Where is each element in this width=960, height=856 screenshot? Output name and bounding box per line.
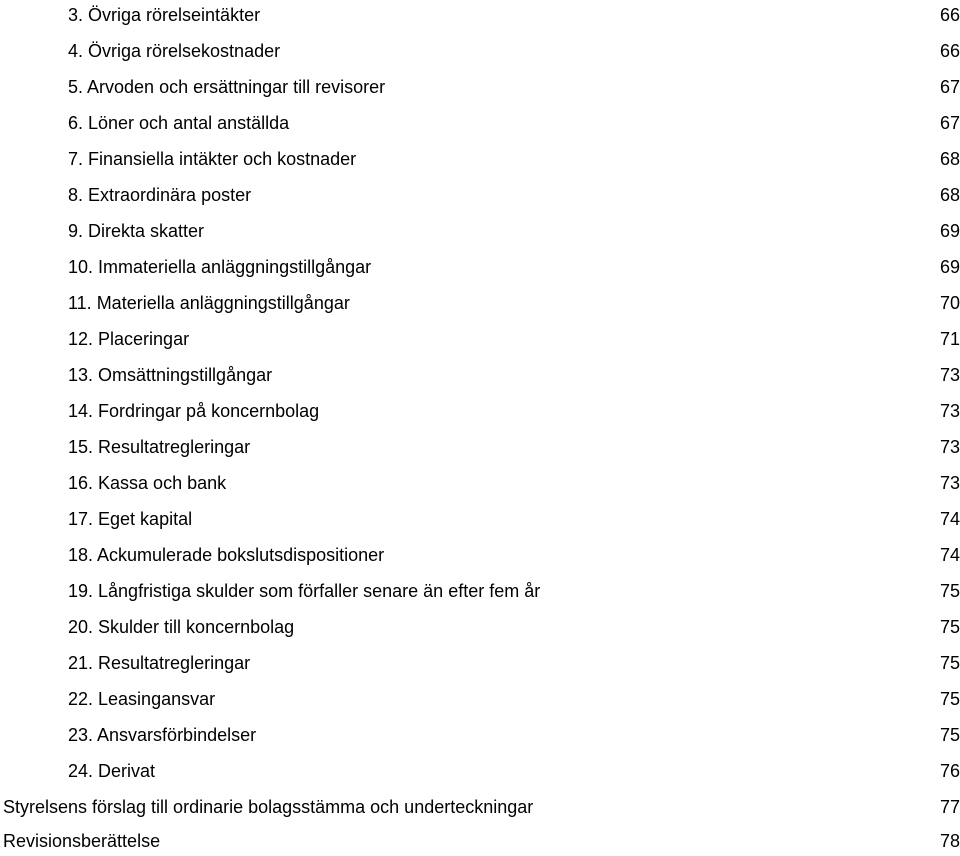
toc-entry-label: 11. Materiella anläggningstillgångar (68, 293, 350, 313)
toc-entry (0, 180, 960, 210)
toc-entry (0, 432, 960, 462)
toc-entry (0, 360, 960, 390)
toc-entry-label: 14. Fordringar på koncernbolag (68, 401, 320, 421)
toc-entry-page: 77 (939, 797, 960, 817)
toc-entry (0, 216, 960, 246)
toc-entry-page: 75 (939, 617, 960, 637)
toc-entry-label: Styrelsens förslag till ordinarie bolagsstämma och underteckningar (3, 797, 534, 817)
toc-entry (0, 756, 960, 786)
toc-entry-label: 18. Ackumulerade bokslutsdispositioner (68, 545, 385, 565)
toc-entry-page: 71 (939, 329, 960, 349)
toc-entry (0, 468, 960, 498)
toc-entry-label: Revisionsberättelse (3, 831, 161, 851)
toc-entry (0, 720, 960, 750)
toc-entry (0, 72, 960, 102)
toc-entry (0, 36, 960, 66)
toc-entry-page: 74 (939, 545, 960, 565)
toc-entry-label: 3. Övriga rörelseintäkter (68, 5, 261, 25)
toc-entry (0, 252, 960, 282)
toc-entry-page: 73 (939, 401, 960, 421)
toc-entry (0, 108, 960, 138)
toc-entry-label: 19. Långfristiga skulder som förfaller senare än efter fem år (68, 581, 541, 601)
toc-entry-label: 13. Omsättningstillgångar (68, 365, 273, 385)
toc-entry-page: 69 (939, 221, 960, 241)
toc-entry-label: 15. Resultatregleringar (68, 437, 251, 457)
toc-entry-page: 75 (939, 653, 960, 673)
toc-entry (0, 792, 960, 822)
toc-entry-page: 69 (939, 257, 960, 277)
toc-entry-label: 10. Immateriella anläggningstillgångar (68, 257, 372, 277)
toc-entry-label: 5. Arvoden och ersättningar till revisorer (68, 77, 386, 97)
toc-entry-label: 9. Direkta skatter (68, 221, 205, 241)
toc-entry-label: 24. Derivat (68, 761, 156, 781)
toc-entry (0, 288, 960, 318)
toc-entry-page: 76 (939, 761, 960, 781)
toc-entry-page: 67 (939, 113, 960, 133)
toc-entry-label: 6. Löner och antal anställda (68, 113, 290, 133)
toc-entry-page: 78 (939, 831, 960, 851)
toc-entry-page: 66 (939, 41, 960, 61)
toc-entry (0, 504, 960, 534)
toc-entry-page: 67 (939, 77, 960, 97)
toc-entry-page: 68 (939, 149, 960, 169)
toc-entry (0, 684, 960, 714)
toc-entry-label: 16. Kassa och bank (68, 473, 227, 493)
toc-entry-label: 8. Extraordinära poster (68, 185, 252, 205)
toc-entry-label: 20. Skulder till koncernbolag (68, 617, 295, 637)
toc-entry-page: 68 (939, 185, 960, 205)
toc-entry-label: 22. Leasingansvar (68, 689, 216, 709)
toc-entry (0, 648, 960, 678)
toc-entry-page: 75 (939, 689, 960, 709)
toc-entry-label: 17. Eget kapital (68, 509, 193, 529)
toc-entry-page: 75 (939, 581, 960, 601)
toc-entry-label: 21. Resultatregleringar (68, 653, 251, 673)
toc-entry-label: 12. Placeringar (68, 329, 190, 349)
toc-entry-page: 73 (939, 473, 960, 493)
toc-entry (0, 540, 960, 570)
toc-entry-label: 7. Finansiella intäkter och kostnader (68, 149, 357, 169)
toc-entry (0, 396, 960, 426)
toc-entry (0, 324, 960, 354)
toc-entry-page: 75 (939, 725, 960, 745)
toc-entry-page: 73 (939, 365, 960, 385)
toc-entry-page: 70 (939, 293, 960, 313)
toc-entry-page: 74 (939, 509, 960, 529)
toc-entry (0, 612, 960, 642)
toc-entry (0, 0, 960, 30)
toc-entry-page: 66 (939, 5, 960, 25)
toc-entry-label: 23. Ansvarsförbindelser (68, 725, 257, 745)
toc-entry (0, 576, 960, 606)
toc-entry (0, 826, 960, 856)
toc-entry-label: 4. Övriga rörelsekostnader (68, 41, 281, 61)
toc-entry-page: 73 (939, 437, 960, 457)
toc-entry (0, 144, 960, 174)
